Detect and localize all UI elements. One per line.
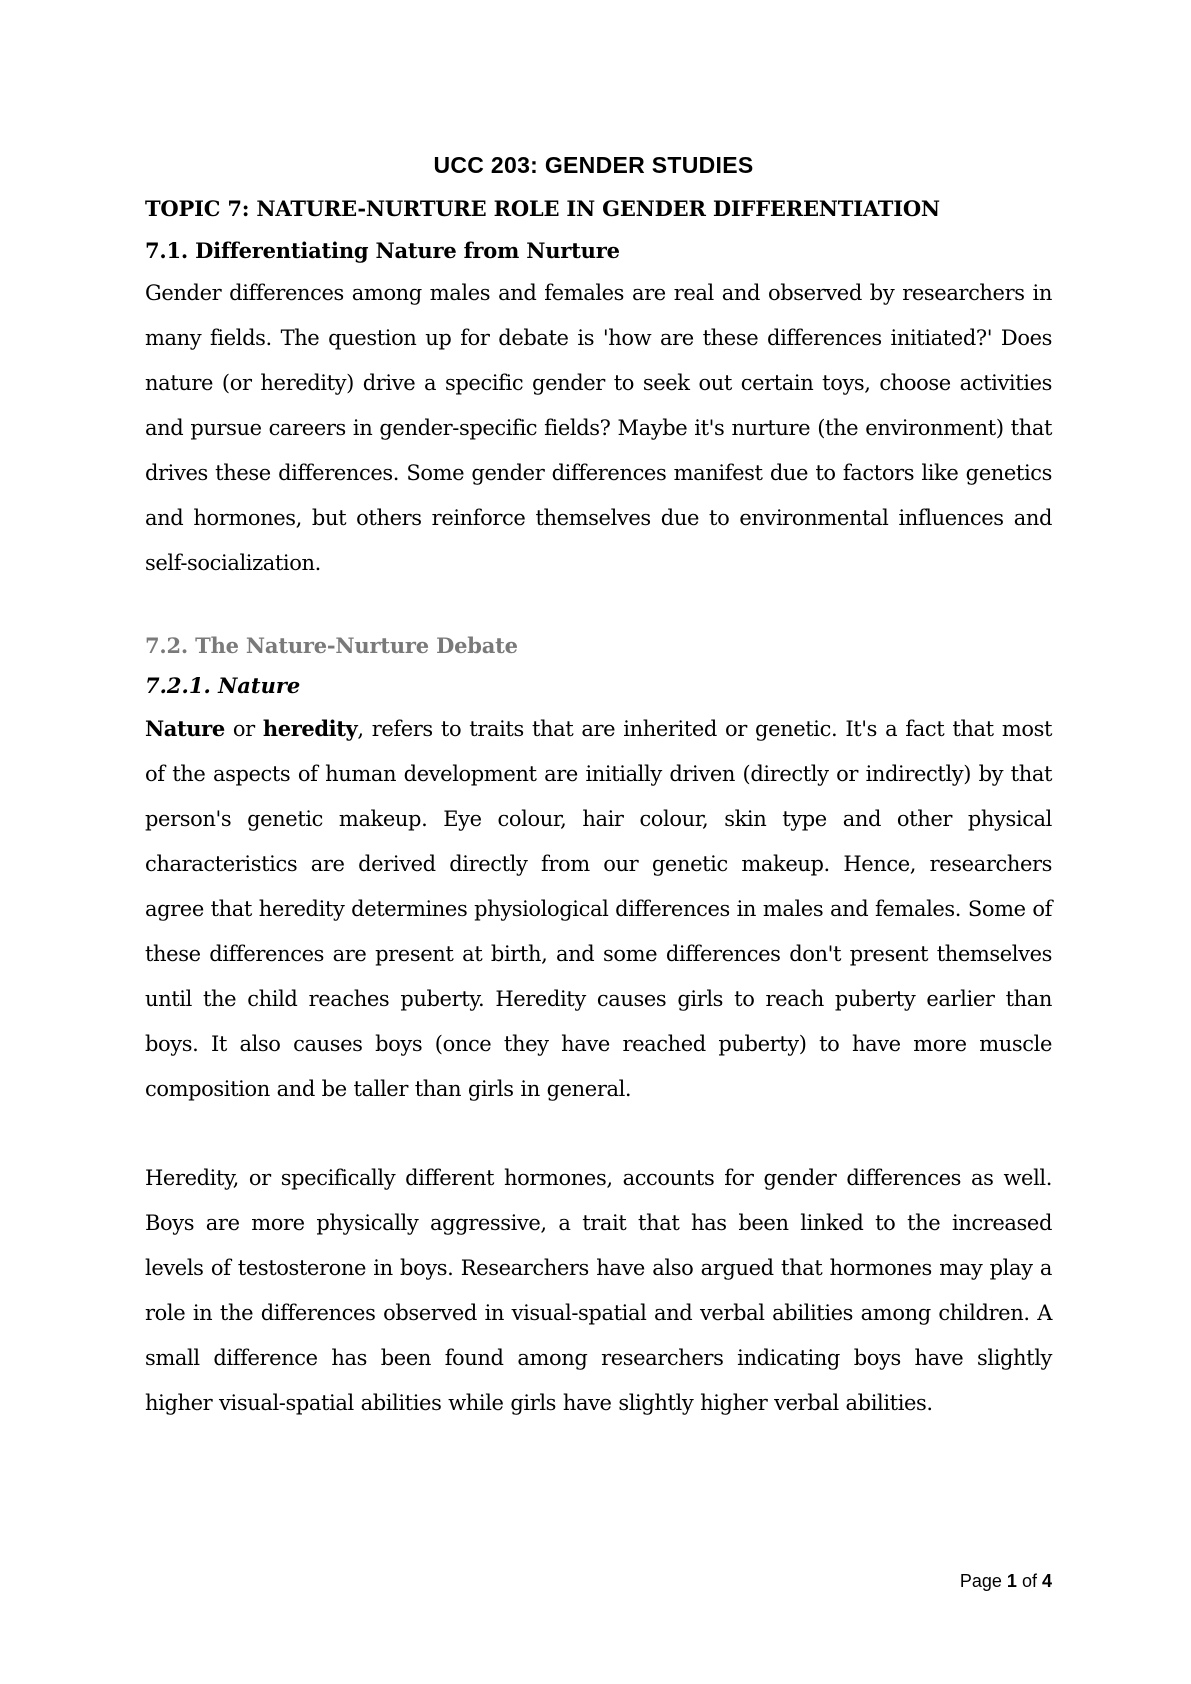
- section-7-1-paragraph: Gender differences among males and females are real and observed by researchers in many fields. The question up for debate is 'how are these differences initiated?' Does nature (or heredity) drive a specific gender to seek out certain toys, choose activities and pursue careers in gender-specific fields? Maybe it's nurture (the environment) that drives these differences. Some gender differences manifest due to factors like genetics and hormones, but others reinforce themselves due to environmental influences and self-socialization.: [145, 281, 1052, 575]
- document-title: UCC 203: GENDER STUDIES: [433, 152, 754, 178]
- spacer: [145, 1112, 1052, 1156]
- section-7-1-heading: 7.1. Differentiating Nature from Nurture: [145, 238, 620, 263]
- section-7-2-heading: 7.2. The Nature-Nurture Debate: [145, 633, 518, 658]
- current-page-number: 1: [1006, 1571, 1017, 1591]
- connector-or: or: [224, 717, 263, 741]
- term-heredity: heredity: [262, 716, 358, 741]
- total-pages: 4: [1041, 1571, 1052, 1591]
- page-label: Page: [959, 1571, 1002, 1591]
- spacer: [145, 586, 1052, 630]
- page-content: [145, 150, 1052, 1426]
- topic-heading: TOPIC 7: NATURE-NURTURE ROLE IN GENDER DIFFERENTIATION: [145, 196, 940, 221]
- nature-paragraph: [145, 706, 1052, 1112]
- hormones-paragraph: Heredity, or specifically different hormones, accounts for gender differences as well. Boys are more physically aggressive, a trait that has been linked to the increased levels of testosterone in boys. Researchers have also argued that hormones may play a role in the differences observed in visual-spatial and verbal abilities among children. A small difference has been found among researchers indicating boys have slightly higher visual-spatial abilities while girls have slightly higher verbal abilities.: [145, 1166, 1052, 1415]
- page-footer: [0, 1570, 1052, 1592]
- of-label: of: [1021, 1571, 1037, 1591]
- term-nature: Nature: [145, 716, 225, 741]
- nature-paragraph-text: , refers to traits that are inherited or genetic. It's a fact that most of the aspects of human development are initially driven (directly or indirectly) by that person's genetic makeup. Eye colour, hair colour, skin type and other physical characteristics are derived directly from our genetic makeup. Hence, researchers agree that heredity determines physiological differences in males and females. Some of these differences are present at birth, and some differences don't present themselves until the child reaches puberty. Heredity causes girls to reach puberty earlier than boys. It also causes boys (once they have reached puberty) to have more muscle composition and be taller than girls in general.: [145, 717, 1052, 1101]
- section-7-2-1-heading: 7.2.1. Nature: [145, 673, 301, 698]
